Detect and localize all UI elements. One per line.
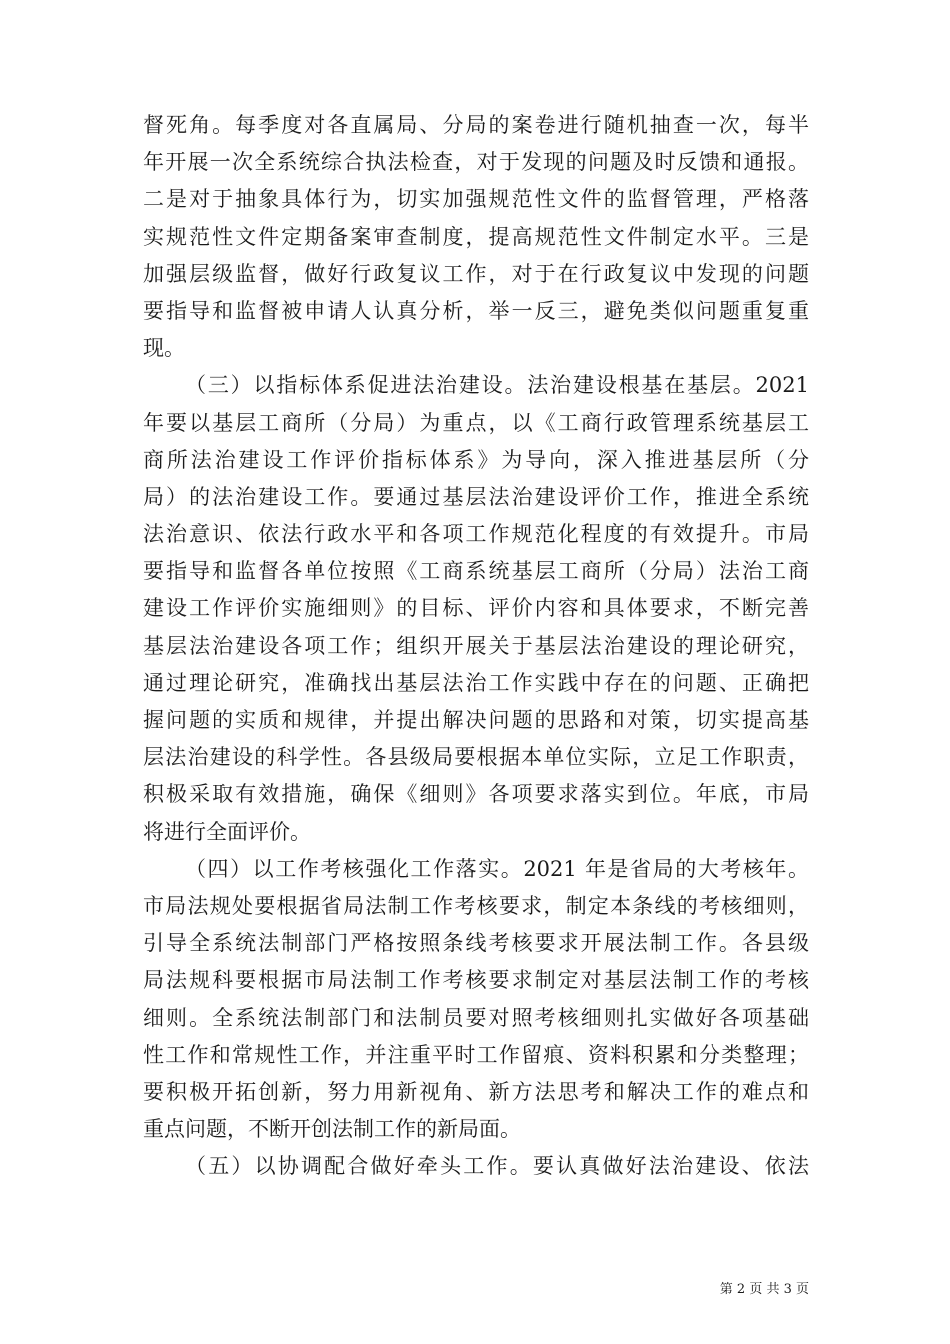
text-line: 通过理论研究，准确找出基层法治工作实践中存在的问题、正确把 [143,670,809,695]
text-line: 局法规科要根据市局法制工作考核要求制定对基层法制工作的考核 [143,968,809,993]
text-line: 积极采取有效措施，确保《细则》各项要求落实到位。年底，市局 [143,782,809,807]
text-line: 现。 [143,336,185,361]
text-line: 要积极开拓创新，努力用新视角、新方法思考和解决工作的难点和 [143,1079,809,1104]
text-line: 局）的法治建设工作。要通过基层法治建设评价工作，推进全系统 [143,484,809,509]
text-line: 要指导和监督被申请人认真分析，举一反三，避免类似问题重复重 [143,298,809,323]
text-line: 握问题的实质和规律，并提出解决问题的思路和对策，切实提高基 [143,708,809,732]
document-body [143,107,809,1185]
text-line: 引导全系统法制部门严格按照条线考核要求开展法制工作。各县级 [143,931,809,956]
text-line: （三）以指标体系促进法治建设。法治建设根基在基层。2021 [185,373,809,398]
text-line: 二是对于抽象具体行为，切实加强规范性文件的监督管理，严格落 [143,187,809,212]
text-line: （四）以工作考核强化工作落实。2021 年是省局的大考核年。 [185,856,809,881]
text-line: 市局法规处要根据省局法制工作考核要求，制定本条线的考核细则， [143,893,809,918]
text-line: 年要以基层工商所（分局）为重点，以《工商行政管理系统基层工 [143,410,809,435]
text-line: 重点问题，不断开创法制工作的新局面。 [143,1117,521,1142]
paragraph-continuation [143,107,809,367]
text-line: 要指导和监督各单位按照《工商系统基层工商所（分局）法治工商 [143,559,809,584]
text-line: 商所法治建设工作评价指标体系》为导向，深入推进基层所（分 [143,447,809,472]
text-line: 基层法治建设各项工作；组织开展关于基层法治建设的理论研究， [143,633,809,658]
text-line: 细则。全系统法制部门和法制员要对照考核细则扎实做好各项基础 [143,1005,809,1030]
text-line: （五）以协调配合做好牵头工作。要认真做好法治建设、依法 [185,1154,809,1179]
paragraph-section-4 [143,851,809,1149]
text-line: 建设工作评价实施细则》的目标、评价内容和具体要求，不断完善 [143,596,809,621]
text-line: 加强层级监督，做好行政复议工作，对于在行政复议中发现的问题 [143,261,809,286]
paragraph-section-5 [143,1148,809,1185]
paragraph-section-3 [143,367,809,850]
text-line: 督死角。每季度对各直属局、分局的案卷进行随机抽查一次，每半 [143,113,809,137]
text-line: 将进行全面评价。 [143,819,311,844]
text-line: 性工作和常规性工作，并注重平时工作留痕、资料积累和分类整理； [143,1042,809,1067]
text-line: 实规范性文件定期备案审查制度，提高规范性文件制定水平。三是 [143,224,809,249]
text-line: 年开展一次全系统综合执法检查，对于发现的问题及时反馈和通报。 [143,150,809,175]
text-line: 层法治建设的科学性。各县级局要根据本单位实际，立足工作职责， [143,745,809,770]
page-number-footer: 第 2 页 共 3 页 [719,1282,809,1297]
text-line: 法治意识、依法行政水平和各项工作规范化程度的有效提升。市局 [143,522,809,547]
